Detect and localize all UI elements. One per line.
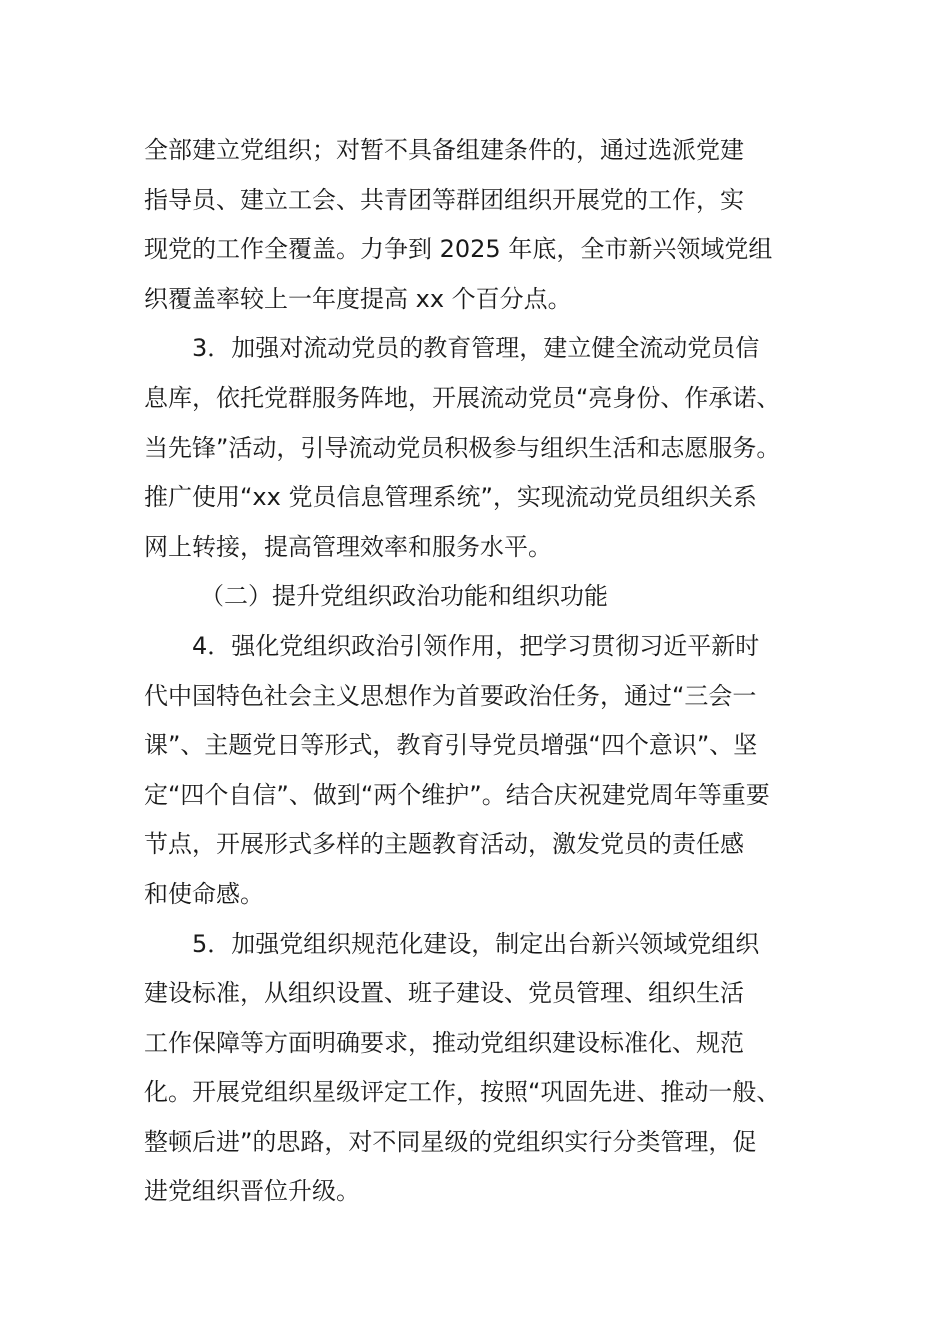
text-line: 当先锋”活动，引导流动党员积极参与组织生活和志愿服务。 [144, 433, 781, 462]
text-line: 整顿后进”的思路，对不同星级的党组织实行分类管理，促 [144, 1127, 757, 1156]
paragraph-3-start: 3．加强对流动党员的教育管理，建立健全流动党员信 [192, 334, 760, 363]
text-line: 进党组织晋位升级。 [144, 1177, 360, 1206]
text-line: 网上转接，提高管理效率和服务水平。 [144, 532, 552, 561]
text-line: 化。开展党组织星级评定工作，按照“巩固先进、推动一般、 [144, 1078, 781, 1107]
text-line: 息库，依托党群服务阵地，开展流动党员“亮身份、作承诺、 [144, 383, 781, 412]
text-line: 课”、主题党日等形式，教育引导党员增强“四个意识”、坚 [144, 731, 758, 760]
text-line: 定“四个自信”、做到“两个维护”。结合庆祝建党周年等重要 [144, 780, 770, 809]
text-line: 指导员、建立工会、共青团等群团组织开展党的工作，实 [144, 185, 744, 214]
text-line: 现党的工作全覆盖。力争到 2025 年底，全市新兴领域党组 [144, 235, 773, 264]
text-line: 全部建立党组织；对暂不具备组建条件的，通过选派党建 [144, 136, 744, 164]
paragraph-4-start: 4．强化党组织政治引领作用，把学习贯彻习近平新时 [192, 631, 760, 660]
text-line: 工作保障等方面明确要求，推动党组织建设标准化、规范 [144, 1028, 744, 1057]
text-line: 节点，开展形式多样的主题教育活动，激发党员的责任感 [144, 830, 744, 859]
text-line: 推广使用“xx 党员信息管理系统”，实现流动党员组织关系 [144, 483, 757, 512]
text-line: 代中国特色社会主义思想作为首要政治任务，通过“三会一 [144, 681, 757, 710]
text-line: 织覆盖率较上一年度提高 xx 个百分点。 [144, 284, 572, 313]
document-body [144, 126, 816, 1217]
text-line: 和使命感。 [144, 879, 264, 908]
text-line: 建设标准，从组织设置、班子建设、党员管理、组织生活 [144, 979, 744, 1008]
paragraph-5-start: 5．加强党组织规范化建设，制定出台新兴领域党组织 [192, 929, 760, 958]
section-heading: （二）提升党组织政治功能和组织功能 [200, 582, 608, 611]
